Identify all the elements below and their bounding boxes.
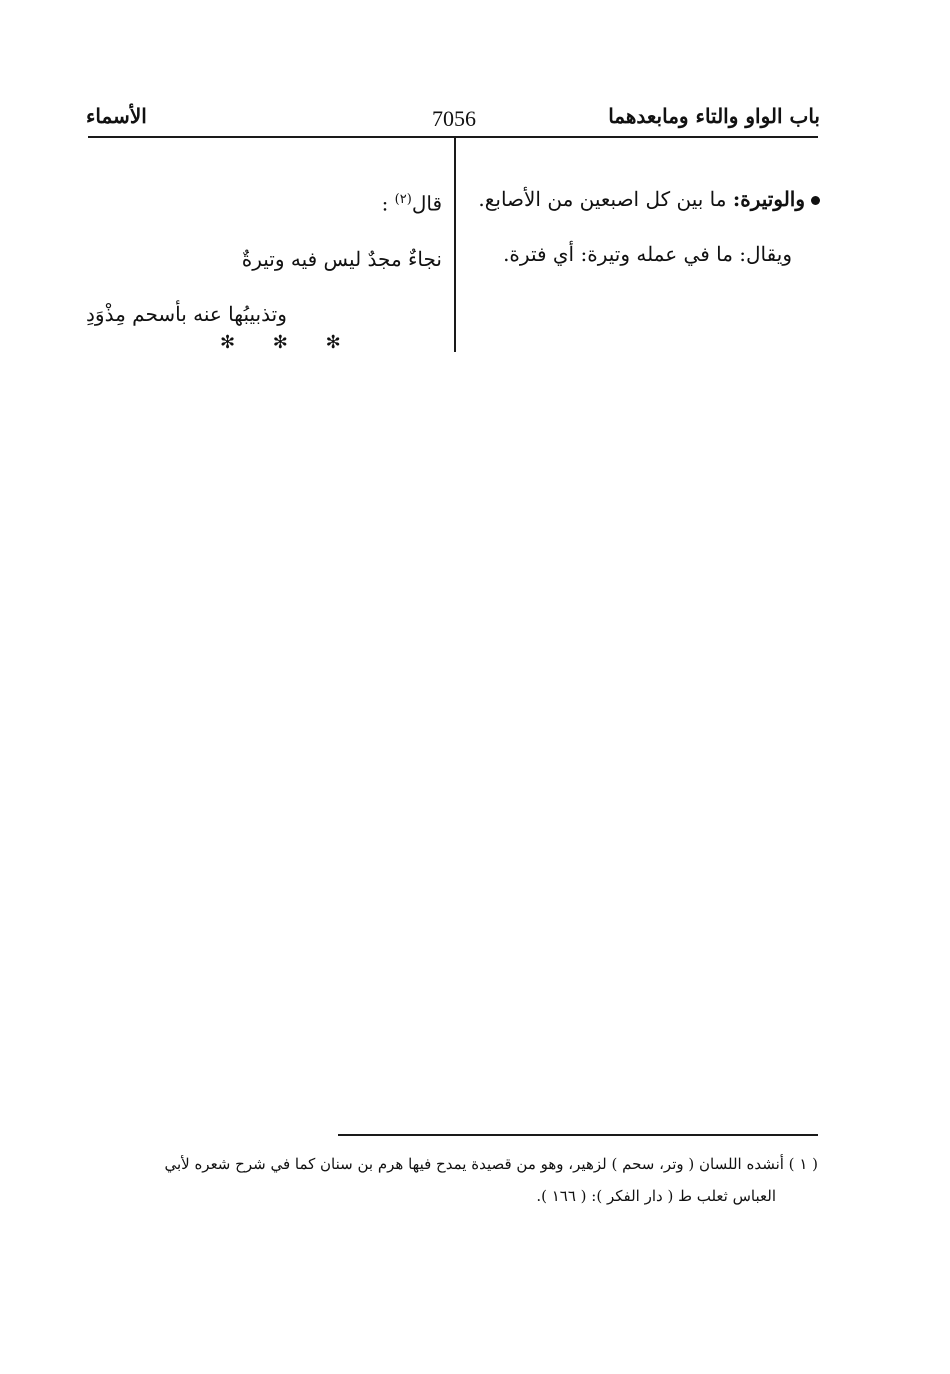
footnote-ref: (٢) bbox=[394, 192, 412, 207]
section-separator: ✻ ✻ ✻ bbox=[220, 332, 357, 353]
header-rule bbox=[88, 136, 818, 138]
bullet-icon bbox=[811, 196, 820, 205]
running-head-chapter: باب الواو والتاء ومابعدهما bbox=[608, 104, 820, 128]
footnote bbox=[88, 1148, 818, 1212]
running-head-section: الأسماء bbox=[86, 104, 147, 128]
entry-definition: ما بين كل اصبعين من الأصابع. bbox=[478, 187, 727, 211]
said-colon: : bbox=[381, 191, 389, 216]
page-number: 7056 bbox=[432, 106, 476, 131]
footnote-line-1: ( ١ ) أنشده اللسان ( وتر، سحم ) لزهير، وهو من قصيدة يمدح فيها هرم بن سنان كما في شرح شعره لأبي bbox=[164, 1155, 818, 1173]
verse-second-hemistich: وتذبيبُها عنه بأسحم مِذْوَدِ bbox=[86, 301, 287, 326]
right-column bbox=[460, 172, 820, 282]
column-divider bbox=[454, 138, 456, 352]
footnote-line-2: العباس ثعلب ط ( دار الفكر ): ( ١٦٦ ). bbox=[536, 1187, 776, 1205]
entry-paragraph bbox=[460, 172, 820, 227]
entry-term: والوتيرة: bbox=[732, 187, 805, 211]
said-line bbox=[86, 172, 442, 232]
verse-first-hemistich: نجاءٌ مجدٌ ليس فيه وتيرةٌ bbox=[241, 246, 442, 271]
left-column bbox=[86, 172, 442, 342]
footnote-rule bbox=[338, 1134, 818, 1136]
entry-paragraph-2: ويقال: ما في عمله وتيرة: أي فترة. bbox=[503, 242, 792, 266]
said-text: قال bbox=[411, 191, 442, 216]
